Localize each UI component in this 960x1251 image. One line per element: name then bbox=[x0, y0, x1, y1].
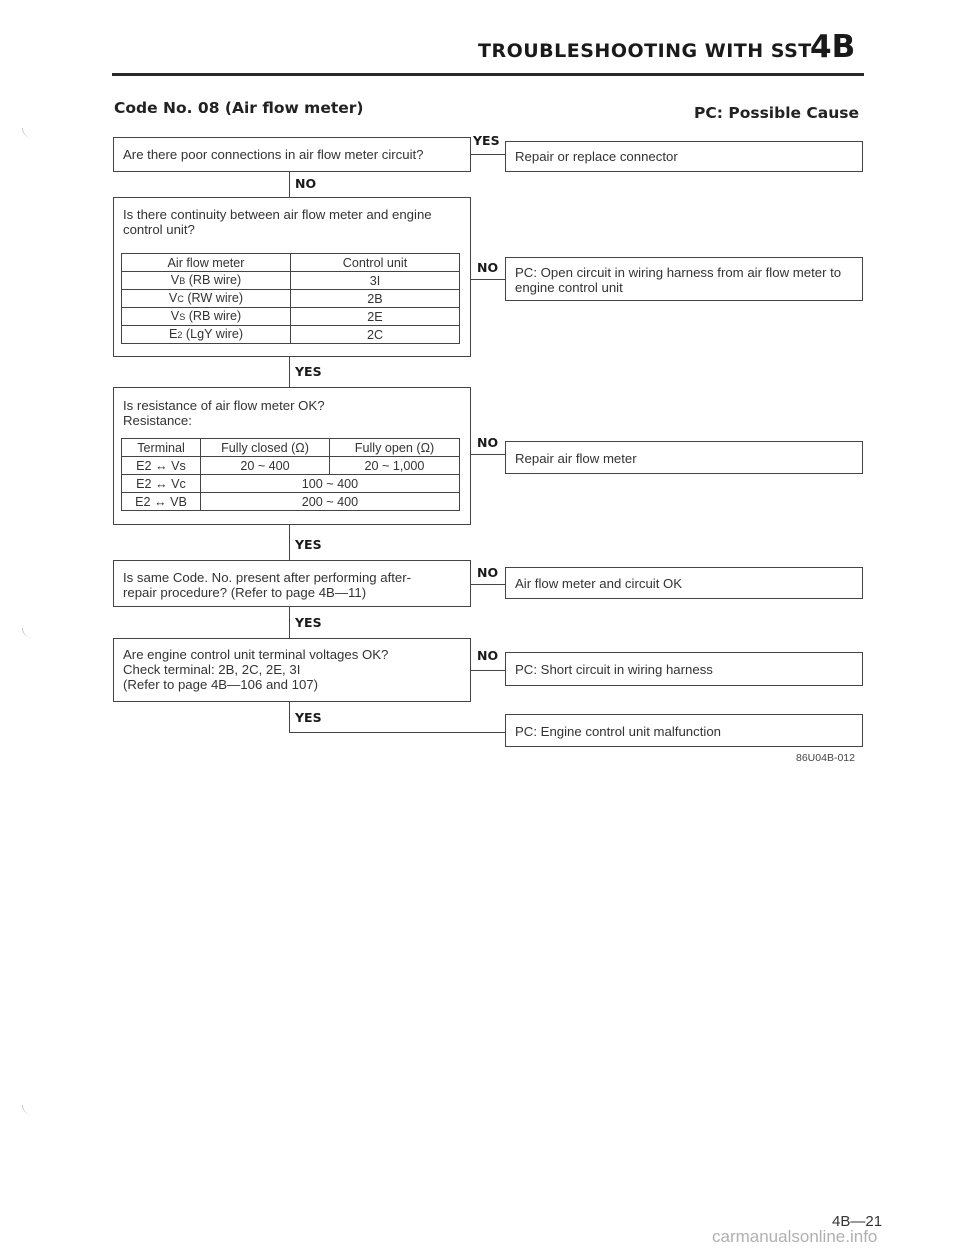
result-box-repair-meter bbox=[505, 441, 863, 474]
scan-mark bbox=[22, 1105, 43, 1115]
result-box-open-circuit bbox=[505, 257, 863, 301]
yes-label: YES bbox=[295, 710, 322, 725]
table-header: Air flow meter bbox=[122, 254, 291, 272]
table-cell: 2B bbox=[291, 290, 460, 308]
question-text: Check terminal: 2B, 2C, 2E, 3I bbox=[123, 662, 301, 677]
connector-line bbox=[289, 732, 505, 733]
question-box-poor-connections bbox=[113, 137, 471, 172]
connector-line bbox=[471, 584, 505, 585]
scan-mark bbox=[22, 628, 43, 638]
result-box-ecu-malfunction bbox=[505, 714, 863, 747]
result-box-circuit-ok bbox=[505, 567, 863, 599]
table-cell: E bbox=[168, 327, 178, 341]
possible-cause-title: PC: Possible Cause bbox=[694, 104, 860, 122]
question-text: Is there continuity between air flow meter and engine control unit? bbox=[123, 207, 432, 237]
table-cell: 200 ~ 400 bbox=[201, 493, 460, 511]
question-text: Is resistance of air flow meter OK? bbox=[123, 398, 325, 413]
flow-line bbox=[289, 525, 290, 560]
result-box-repair-connector bbox=[505, 141, 863, 172]
table-cell: E2 ↔ Vs bbox=[122, 457, 201, 475]
table-row bbox=[122, 272, 460, 290]
result-text: Repair air flow meter bbox=[515, 451, 637, 466]
result-text: PC: Engine control unit malfunction bbox=[515, 724, 721, 739]
subscript: S bbox=[179, 312, 186, 322]
connector-line bbox=[471, 154, 505, 155]
figure-code: 86U04B-012 bbox=[796, 752, 855, 764]
table-cell: 2E bbox=[291, 308, 460, 326]
no-label: NO bbox=[477, 648, 499, 663]
table-header: Fully open (Ω) bbox=[330, 439, 460, 457]
table-row bbox=[122, 493, 460, 511]
flow-line bbox=[289, 607, 290, 638]
no-label: NO bbox=[477, 565, 499, 580]
yes-label: YES bbox=[295, 615, 322, 630]
table-cell: (LgY wire) bbox=[182, 327, 244, 341]
table-header: Terminal bbox=[122, 439, 201, 457]
connector-line bbox=[471, 279, 505, 280]
table-row bbox=[122, 475, 460, 493]
table-row bbox=[122, 457, 460, 475]
table-cell: E2 ↔ VB bbox=[122, 493, 201, 511]
header-rule bbox=[112, 73, 864, 76]
flow-line bbox=[289, 172, 290, 197]
watermark: carmanualsonline.info bbox=[712, 1227, 878, 1246]
table-cell: 20 ~ 400 bbox=[201, 457, 330, 475]
table-cell: V bbox=[170, 309, 180, 323]
table-cell: E2 ↔ Vc bbox=[122, 475, 201, 493]
table-header: Control unit bbox=[291, 254, 460, 272]
result-text: Repair or replace connector bbox=[515, 149, 678, 164]
question-text: (Refer to page 4B—106 and 107) bbox=[123, 677, 319, 692]
question-box-voltages bbox=[113, 638, 471, 702]
question-text: Are engine control unit terminal voltages OK? bbox=[123, 647, 389, 662]
result-box-short-circuit bbox=[505, 652, 863, 686]
table-cell: 2C bbox=[291, 326, 460, 344]
connector-line bbox=[471, 454, 505, 455]
table-cell: 100 ~ 400 bbox=[201, 475, 460, 493]
flow-line bbox=[289, 357, 290, 387]
result-text: PC: Open circuit in wiring harness from air flow meter to engine control unit bbox=[515, 265, 842, 295]
table-row bbox=[122, 290, 460, 308]
table-cell: V bbox=[170, 273, 180, 287]
table-row bbox=[122, 308, 460, 326]
subscript: C bbox=[177, 294, 184, 304]
header-title: TROUBLESHOOTING WITH SST bbox=[478, 40, 812, 62]
resistance-label: Resistance: bbox=[123, 413, 192, 428]
yes-label: YES bbox=[295, 537, 322, 552]
flow-line bbox=[289, 702, 290, 733]
question-box-continuity bbox=[113, 197, 471, 357]
question-box-same-code bbox=[113, 560, 471, 607]
no-label: NO bbox=[477, 435, 499, 450]
page-number: 4B—21 bbox=[832, 1213, 883, 1230]
continuity-table bbox=[121, 253, 460, 344]
yes-label: YES bbox=[473, 133, 500, 148]
result-text: PC: Short circuit in wiring harness bbox=[515, 662, 713, 677]
question-text: Are there poor connections in air flow meter circuit? bbox=[123, 147, 424, 162]
table-row bbox=[122, 326, 460, 344]
subscript: B bbox=[179, 276, 186, 286]
scan-mark bbox=[22, 128, 43, 138]
section-number: 4B bbox=[810, 29, 856, 65]
question-box-resistance bbox=[113, 387, 471, 525]
question-text: Is same Code. No. present after performing after- bbox=[123, 570, 412, 585]
no-label: NO bbox=[477, 260, 499, 275]
table-cell: (RW wire) bbox=[183, 291, 244, 305]
yes-label: YES bbox=[295, 364, 322, 379]
table-cell: V bbox=[168, 291, 178, 305]
table-header: Fully closed (Ω) bbox=[201, 439, 330, 457]
code-title: Code No. 08 (Air flow meter) bbox=[114, 99, 364, 117]
result-text: Air flow meter and circuit OK bbox=[515, 576, 683, 591]
table-cell: 20 ~ 1,000 bbox=[330, 457, 460, 475]
question-text: repair procedure? (Refer to page 4B—11) bbox=[123, 585, 367, 600]
subscript: 2 bbox=[177, 330, 183, 340]
table-cell: (RB wire) bbox=[185, 273, 242, 287]
no-label: NO bbox=[295, 176, 317, 191]
table-cell: 3I bbox=[291, 272, 460, 290]
connector-line bbox=[471, 670, 505, 671]
table-cell: (RB wire) bbox=[185, 309, 242, 323]
resistance-table bbox=[121, 438, 460, 511]
